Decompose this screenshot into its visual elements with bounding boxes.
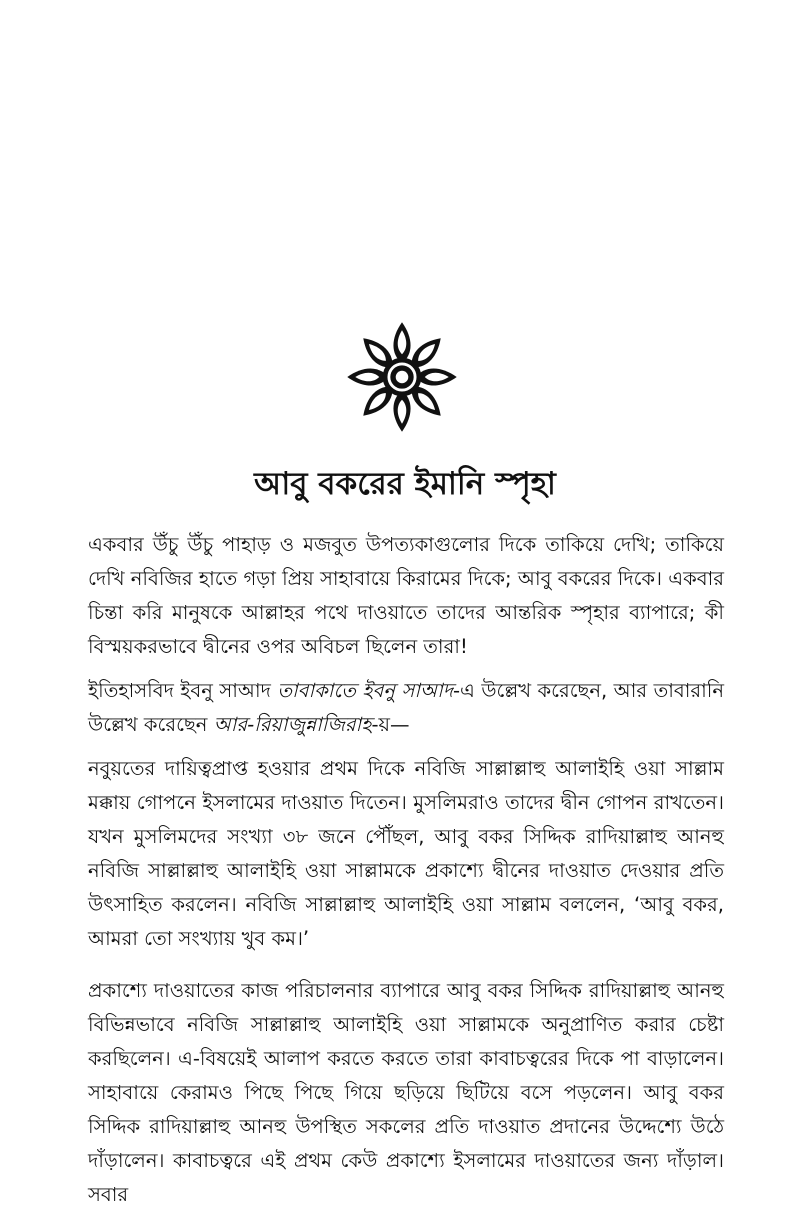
lotus-flower-ornament-icon	[345, 320, 459, 434]
book-title-tabaqat: তাবাকাতে ইবনু সাআদ	[277, 679, 454, 702]
paragraph-2-text-2: -এ উল্লেখ করেছেন, আর তাবারানি উল্লেখ করেছেন	[88, 679, 724, 736]
paragraph-4: প্রকাশ্যে দাওয়াতের কাজ পরিচালনার ব্যাপারে আবু বকর সিদ্দিক রাদিয়াল্লাহু আনহু বিভিন্নভাবে নবিজি সাল্লাল্লাহু আলাইহি ওয়া সাল্লামকে অনুপ্রাণিত করার চেষ্টা করছিলেন। এ-বিষয়েই আলাপ করতে করতে তারা কাবাচত্বরের দিকে পা বাড়ালেন। সাহাবায়ে কেরামও পিছে পিছে গিয়ে ছড়িয়ে ছিটিয়ে বসে পড়লেন। আবু বকর সিদ্দিক রাদিয়াল্লাহু আনহু উপস্থিত সকলের প্রতি দাওয়াত প্রদানের উদ্দেশ্যে উঠে দাঁড়ালেন। কাবাচত্বরে এই প্রথম কেউ প্রকাশ্যে ইসলামের দাওয়াতের জন্য দাঁড়াল। সবার	[88, 979, 724, 1206]
body-text	[88, 528, 724, 1222]
chapter-title: আবু বকরের ইমানি স্পৃহা	[254, 466, 556, 502]
paragraph-2-text-3: -য়—	[371, 713, 410, 736]
paragraph-2	[88, 674, 724, 742]
paragraph-3: নবুয়তের দায়িত্বপ্রাপ্ত হওয়ার প্রথম দিকে নবিজি সাল্লাল্লাহু আলাইহি ওয়া সাল্লাম মক্কায় গোপনে ইসলামের দাওয়াত দিতেন। মুসলিমরাও তাদের দ্বীন গোপন রাখতেন। যখন মুসলিমদের সংখ্যা ৩৮ জনে পৌঁছল, আবু বকর সিদ্দিক রাদিয়াল্লাহু আনহু নবিজি সাল্লাল্লাহু আলাইহি ওয়া সাল্লামকে প্রকাশ্যে দ্বীনের দাওয়াত দেওয়ার প্রতি উৎসাহিত করলেন। নবিজি সাল্লাল্লাহু আলাইহি ওয়া সাল্লাম বললেন, ‘আবু বকর, আমরা তো সংখ্যায় খুব কম।’	[88, 757, 724, 950]
book-title-riyad: আর-রিয়াজুন্নাজিরাহ	[213, 713, 372, 736]
paragraph-1: একবার উঁচু উঁচু পাহাড় ও মজবুত উপত্যকাগুলোর দিকে তাকিয়ে দেখি; তাকিয়ে দেখি নবিজির হাতে গড়া প্রিয় সাহাবায়ে কিরামের দিকে; আবু বকরের দিকে। একবার চিন্তা করি মানুষকে আল্লাহর পথে দাওয়াতে তাদের আন্তরিক স্পৃহার ব্যাপারে; কী বিস্ময়করভাবে দ্বীনের ওপর অবিচল ছিলেন তারা!	[88, 533, 724, 658]
paragraph-2-text-1: ইতিহাসবিদ ইবনু সাআদ	[88, 679, 278, 702]
